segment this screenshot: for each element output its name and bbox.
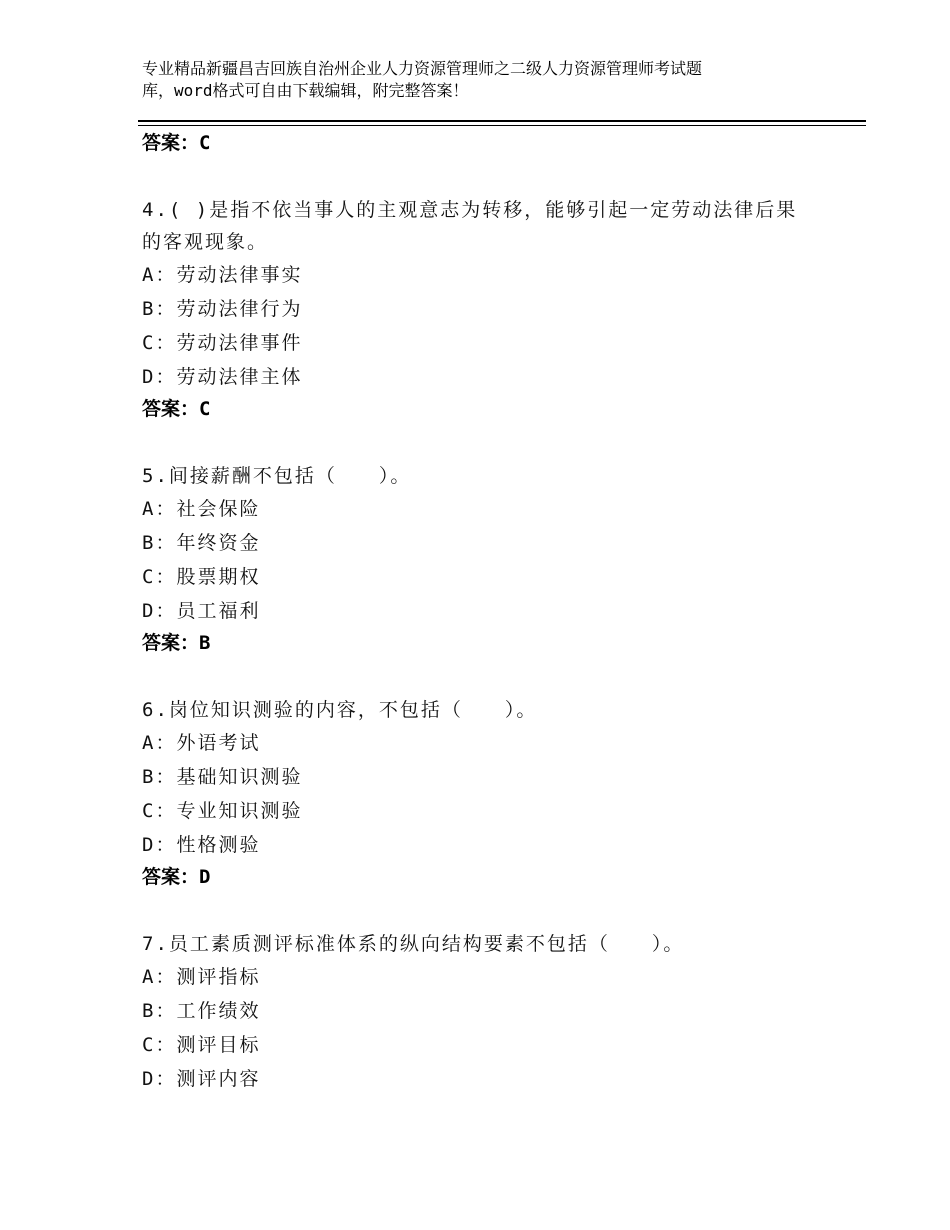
option-b: B：年终资金 [142, 532, 261, 554]
option-d: D：劳动法律主体 [142, 366, 303, 388]
answer-line [142, 394, 842, 424]
answer-value: C [199, 132, 211, 154]
answer-value: D [199, 866, 211, 888]
option-d: D：员工福利 [142, 600, 261, 622]
question-4 [142, 194, 842, 424]
question-stem: 5.间接薪酬不包括（ ）。 [142, 465, 412, 487]
question-7 [142, 928, 842, 1096]
answer-label: 答案： [142, 632, 200, 654]
header-line-2: 库，word格式可自由下载编辑，附完整答案！ [142, 81, 469, 100]
option-d: D：性格测验 [142, 834, 261, 856]
question-5 [142, 460, 842, 658]
option-c: C：专业知识测验 [142, 800, 303, 822]
question-stem: 7.员工素质测评标准体系的纵向结构要素不包括（ ）。 [142, 933, 685, 955]
option-d: D：测评内容 [142, 1068, 261, 1090]
question-list [142, 128, 842, 1096]
option-c: C：股票期权 [142, 566, 261, 588]
header-line-1: 专业精品新疆昌吉回族自治州企业人力资源管理师之二级人力资源管理师考试题 [142, 59, 703, 78]
option-a: A：外语考试 [142, 732, 261, 754]
option-b: B：工作绩效 [142, 1000, 261, 1022]
question-6 [142, 694, 842, 892]
answer-line [142, 862, 842, 892]
answer-label: 答案： [142, 132, 200, 154]
option-a: A：社会保险 [142, 498, 261, 520]
option-c: C：劳动法律事件 [142, 332, 303, 354]
option-c: C：测评目标 [142, 1034, 261, 1056]
header-rule-thick [138, 120, 866, 122]
header-rule-thin [138, 125, 866, 126]
answer-line [142, 128, 842, 158]
answer-label: 答案： [142, 866, 200, 888]
question-stem-continued: 的客观现象。 [142, 231, 269, 253]
question-stem: 6.岗位知识测验的内容，不包括（ ）。 [142, 699, 538, 721]
answer-label: 答案： [142, 398, 200, 420]
answer-line [142, 628, 842, 658]
question-stem: 4.( )是指不依当事人的主观意志为转移，能够引起一定劳动法律后果 [142, 199, 798, 221]
option-a: A：测评指标 [142, 966, 261, 988]
answer-value: B [199, 632, 211, 654]
option-a: A：劳动法律事实 [142, 264, 303, 286]
option-b: B：劳动法律行为 [142, 298, 303, 320]
answer-value: C [199, 398, 211, 420]
document-header [142, 58, 842, 102]
option-b: B：基础知识测验 [142, 766, 303, 788]
